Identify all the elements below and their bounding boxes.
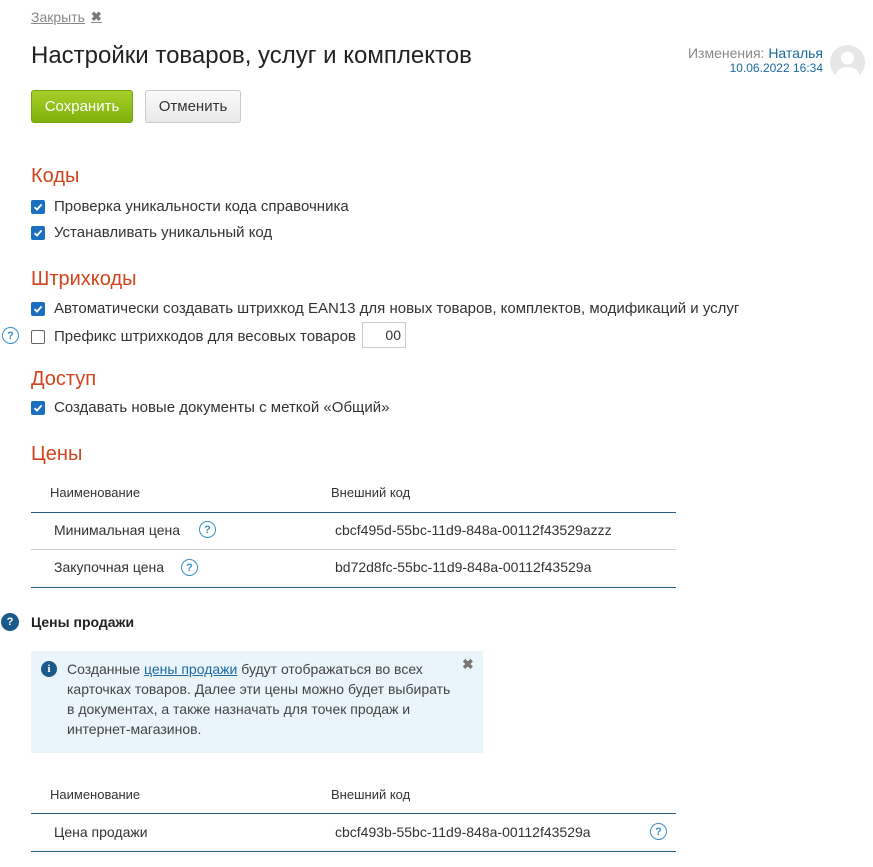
table-bottom-border — [31, 587, 676, 588]
column-header-external-code: Внешний код — [331, 787, 411, 802]
info-text-after: будут отображаться во всех карточках товаров. Далее эти цены можно будет выбирать в документах, а также назначать для точек продаж и интернет-магазинов. — [67, 661, 451, 737]
checkbox[interactable] — [31, 401, 45, 415]
help-icon[interactable]: ? — [1, 613, 19, 631]
checkmark-icon — [33, 202, 43, 212]
checkbox-label: Устанавливать уникальный код — [54, 224, 273, 241]
page-title: Настройки товаров, услуг и комплектов — [31, 42, 472, 69]
table-cell-code: cbcf495d-55bc-11d9-848a-00112f43529azzz — [335, 522, 612, 538]
section-title-prices: Цены — [31, 443, 83, 465]
close-link[interactable] — [31, 9, 102, 25]
checkbox-row-unique-code-check[interactable] — [31, 198, 349, 215]
changes-info — [688, 46, 823, 76]
checkbox-label: Проверка уникальности кода справочника — [54, 198, 349, 215]
column-header-name: Наименование — [50, 787, 141, 802]
section-title-access: Доступ — [31, 368, 97, 390]
table-header-divider — [31, 813, 676, 814]
table-row-divider — [31, 549, 676, 550]
column-header-name: Наименование — [50, 485, 141, 500]
table-cell-name: Цена продажи — [54, 824, 148, 840]
cancel-button[interactable]: Отменить — [145, 90, 241, 123]
checkbox[interactable] — [31, 330, 45, 344]
user-silhouette-icon — [830, 45, 865, 80]
checkbox[interactable] — [31, 302, 45, 316]
section-title-barcodes: Штрихкоды — [31, 268, 137, 290]
close-link-label: Закрыть — [31, 9, 85, 25]
checkbox-label: Префикс штрихкодов для весовых товаров — [54, 328, 356, 345]
close-icon[interactable]: ✖ — [462, 656, 474, 672]
column-header-external-code: Внешний код — [331, 485, 411, 500]
checkbox-row-weight-prefix[interactable] — [31, 328, 356, 345]
help-icon[interactable]: ? — [181, 559, 198, 576]
table-cell-code: bd72d8fc-55bc-11d9-848a-00112f43529a — [335, 559, 592, 575]
checkmark-icon — [33, 403, 43, 413]
info-text-before: Созданные — [67, 661, 145, 677]
changes-date: 10.06.2022 16:34 — [729, 61, 823, 75]
table-bottom-border — [31, 851, 676, 852]
checkbox[interactable] — [31, 200, 45, 214]
table-cell-name: Минимальная цена — [54, 522, 181, 538]
checkbox-row-set-unique-code[interactable] — [31, 224, 272, 241]
changes-user-link[interactable]: Наталья — [768, 45, 823, 61]
sale-prices-link[interactable]: цены продажи — [144, 661, 238, 677]
table-cell-name: Закупочная цена — [54, 559, 165, 575]
checkmark-icon — [33, 304, 43, 314]
checkbox-label: Автоматически создавать штрихкод EAN13 для новых товаров, комплектов, модификаций и услуг — [54, 300, 740, 317]
checkbox[interactable] — [31, 226, 45, 240]
checkmark-icon — [33, 228, 43, 238]
help-icon[interactable]: ? — [2, 327, 19, 344]
barcode-prefix-input[interactable] — [362, 322, 406, 348]
table-cell-code: cbcf493b-55bc-11d9-848a-00112f43529a — [335, 824, 591, 840]
checkbox-label: Создавать новые документы с меткой «Общий» — [54, 399, 390, 416]
section-title-sale-prices: Цены продажи — [31, 614, 135, 630]
help-icon[interactable]: ? — [650, 823, 667, 840]
info-notice-text — [67, 659, 457, 739]
info-icon: i — [41, 661, 57, 677]
close-icon: ✖ — [90, 9, 102, 24]
checkbox-row-shared-label[interactable] — [31, 399, 389, 416]
changes-label: Изменения: — [687, 45, 765, 61]
checkbox-row-auto-ean13[interactable] — [31, 300, 739, 317]
help-icon[interactable]: ? — [199, 521, 216, 538]
table-header-divider — [31, 512, 676, 513]
avatar[interactable] — [830, 45, 865, 80]
save-button[interactable]: Сохранить — [31, 90, 133, 123]
section-title-codes: Коды — [31, 165, 80, 187]
